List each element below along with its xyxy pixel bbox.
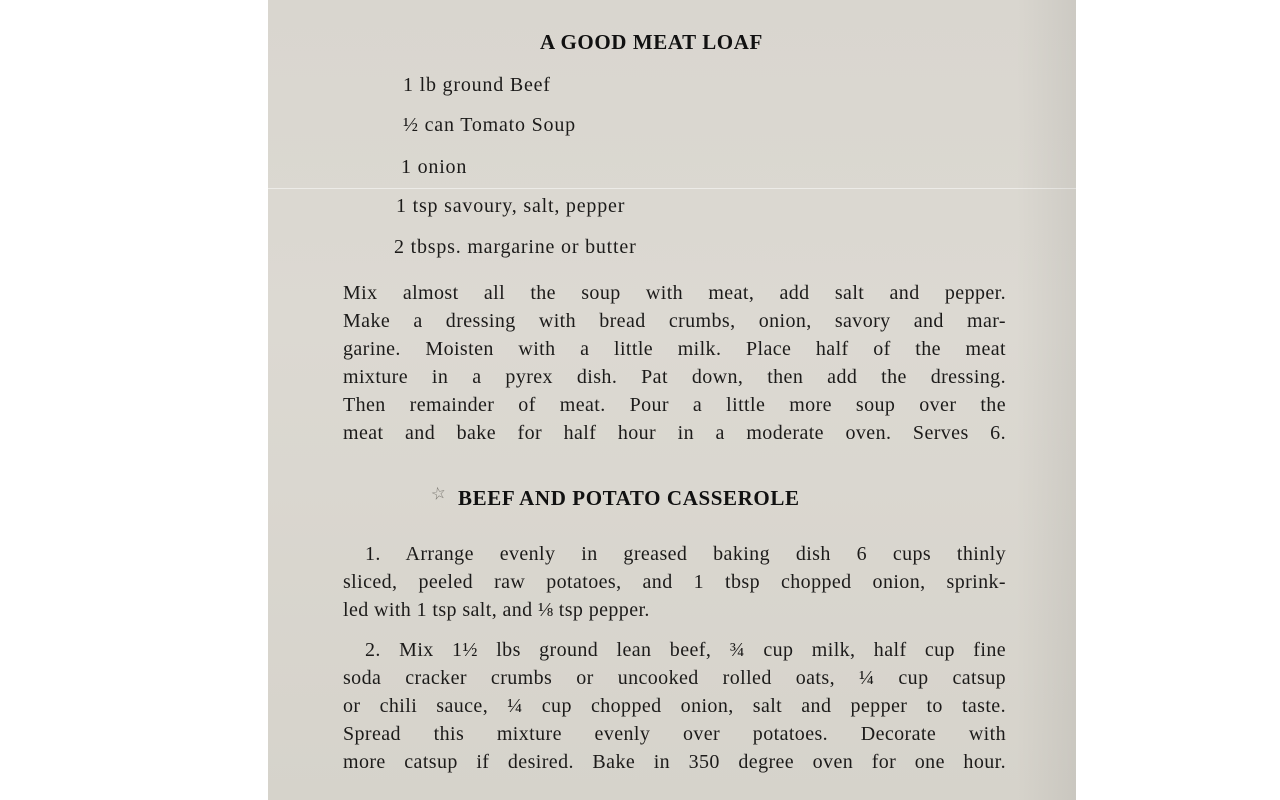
step-line: or chili sauce, ¼ cup chopped onion, salt and pepper to taste. xyxy=(343,695,1006,717)
recipe-document xyxy=(268,0,1076,800)
step-line: more catsup if desired. Bake in 350 degree oven for one hour. xyxy=(343,751,1006,773)
meat-loaf-directions xyxy=(343,279,1006,447)
step-line: soda cracker crumbs or uncooked rolled oats, ¼ cup catsup xyxy=(343,667,1006,689)
step-line: 2. Mix 1½ lbs ground lean beef, ¾ cup milk, half cup fine xyxy=(365,639,1006,661)
directions-line: Make a dressing with bread crumbs, onion, savory and mar- xyxy=(343,310,1006,332)
directions-line: meat and bake for half hour in a moderate oven. Serves 6. xyxy=(343,422,1006,444)
ingredient-item: ½ can Tomato Soup xyxy=(403,114,576,136)
casserole-step-2 xyxy=(343,636,1006,776)
step-line: sliced, peeled raw potatoes, and 1 tbsp chopped onion, sprink- xyxy=(343,571,1006,593)
pencil-star-mark-icon: ☆ xyxy=(429,482,448,505)
step-line: 1. Arrange evenly in greased baking dish 6 cups thinly xyxy=(365,543,1006,565)
casserole-step-1 xyxy=(343,540,1006,624)
directions-line: mixture in a pyrex dish. Pat down, then add the dressing. xyxy=(343,366,1006,388)
step-line: led with 1 tsp salt, and ⅛ tsp pepper. xyxy=(343,599,650,621)
step-line: Spread this mixture evenly over potatoes. Decorate with xyxy=(343,723,1006,745)
recipe-page xyxy=(268,0,1076,800)
directions-line: Then remainder of meat. Pour a little more soup over the xyxy=(343,394,1006,416)
meat-loaf-title: A GOOD MEAT LOAF xyxy=(540,30,763,54)
ingredient-item: 1 lb ground Beef xyxy=(403,74,551,96)
directions-line: Mix almost all the soup with meat, add salt and pepper. xyxy=(343,282,1006,304)
ingredient-item: 1 tsp savoury, salt, pepper xyxy=(396,195,626,217)
ingredient-item: 2 tbsps. margarine or butter xyxy=(394,236,637,258)
ingredient-item: 1 onion xyxy=(401,156,468,178)
casserole-title: BEEF AND POTATO CASSEROLE xyxy=(458,486,800,510)
directions-line: garine. Moisten with a little milk. Place half of the meat xyxy=(343,338,1006,360)
